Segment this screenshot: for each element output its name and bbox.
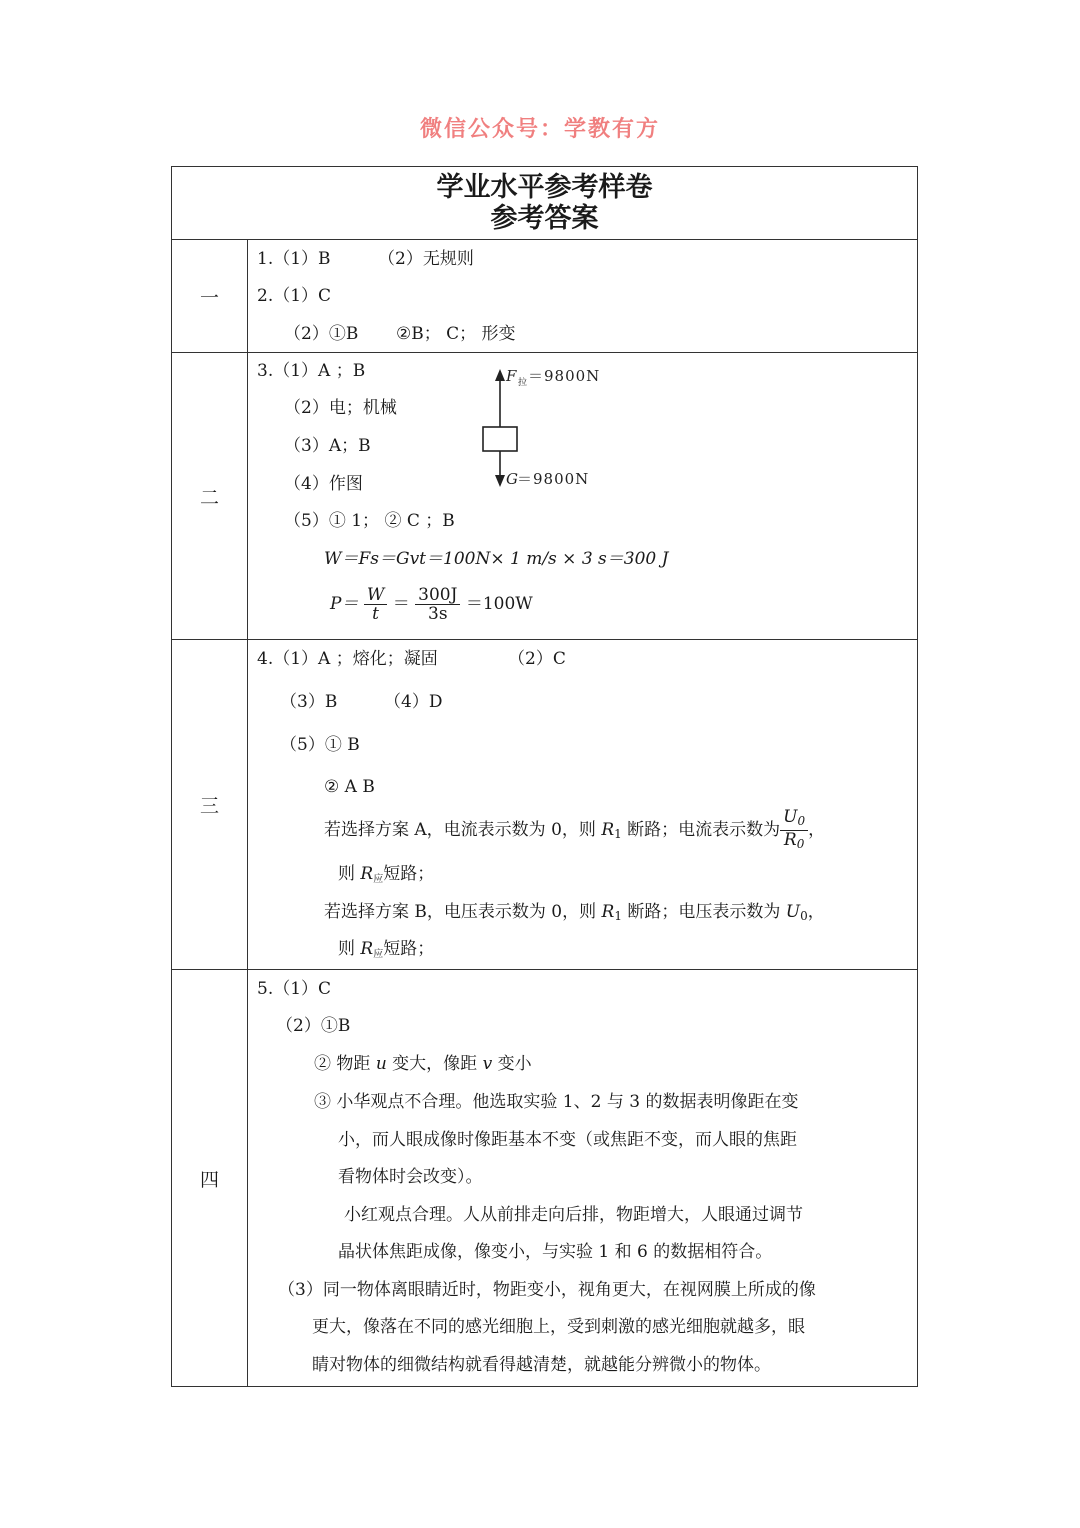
text-span: 短路； bbox=[383, 864, 435, 884]
section-label-4: 四 bbox=[172, 970, 248, 1387]
answer-line: （4）作图 bbox=[284, 474, 363, 494]
answer-line: （3）B bbox=[280, 692, 338, 712]
answer-line: ②B； C； 形变 bbox=[396, 324, 516, 344]
answer-line: 更大，像落在不同的感光细胞上，受到刺激的感光细胞就越多，眼 bbox=[312, 1317, 805, 1337]
answer-table bbox=[171, 166, 918, 1387]
answer-line: 睛对物体的细微结构就看得越清楚，就越能分辨微小的物体。 bbox=[312, 1355, 771, 1375]
answer-line: 5.（1）C bbox=[257, 979, 332, 999]
title-row bbox=[172, 167, 918, 240]
section-label-2: 二 bbox=[172, 353, 248, 640]
tension-value: ＝9800N bbox=[528, 367, 601, 385]
answer-line: ③ 小华观点不合理。他选取实验 1、2 与 3 的数据表明像距在变 bbox=[314, 1092, 799, 1112]
voltage-symbol: U bbox=[783, 807, 798, 827]
section-row-2 bbox=[172, 353, 918, 640]
tension-symbol: F bbox=[506, 367, 517, 385]
resistor-symbol: R bbox=[360, 864, 374, 884]
subscript: 应 bbox=[373, 949, 384, 960]
answer-line: 4.（1）A ；熔化；凝固 bbox=[257, 649, 438, 669]
answer-line: （2）C bbox=[508, 649, 566, 669]
text-span: 短路； bbox=[383, 939, 435, 959]
force-diagram bbox=[476, 367, 616, 495]
section-content-1 bbox=[248, 240, 918, 353]
answer-line bbox=[314, 1053, 532, 1075]
watermark: 微信公众号：学教有方 bbox=[419, 116, 660, 142]
subscript: 0 bbox=[797, 814, 806, 828]
fraction-denominator: 3s bbox=[428, 604, 448, 624]
gravity-value: ＝9800N bbox=[517, 470, 590, 488]
answer-line: （2）无规则 bbox=[378, 249, 474, 269]
answer-line: ② A B bbox=[324, 777, 375, 797]
text-span: 变小 bbox=[492, 1054, 532, 1074]
power-symbol: P＝ bbox=[330, 594, 359, 614]
document-subtitle: 参考答案 bbox=[490, 203, 599, 234]
explanation-line bbox=[324, 901, 825, 927]
section-content-2 bbox=[248, 353, 918, 640]
title-cell bbox=[172, 167, 918, 240]
gravity-arrowhead bbox=[495, 475, 505, 487]
answer-line: （5）① B bbox=[280, 735, 360, 755]
section-label-1: 一 bbox=[172, 240, 248, 353]
answer-line: （3）同一物体离眼睛近时，物距变小，视角更大，在视网膜上所成的像 bbox=[278, 1280, 816, 1300]
answer-line: 小红观点合理。人从前排走向后排，物距增大，人眼通过调节 bbox=[344, 1205, 803, 1225]
fraction-denominator: t bbox=[372, 604, 380, 624]
answer-line: 2.（1）C bbox=[257, 286, 332, 306]
resistor-symbol: R bbox=[360, 939, 374, 959]
section-label-3: 三 bbox=[172, 640, 248, 970]
image-distance-symbol: v bbox=[482, 1054, 493, 1074]
tension-subscript: 拉 bbox=[518, 378, 528, 388]
text-span: 断路；电流表示数为 bbox=[621, 820, 781, 840]
answer-line: （2）电；机械 bbox=[284, 398, 397, 418]
resistor-symbol: R bbox=[601, 902, 615, 922]
subscript: 0 bbox=[800, 909, 808, 923]
subscript: 0 bbox=[796, 837, 805, 851]
fraction-denominator bbox=[780, 831, 808, 853]
fraction-numerator: 300J bbox=[415, 586, 460, 605]
subscript: 1 bbox=[614, 909, 622, 923]
fraction-w-over-t bbox=[364, 586, 387, 623]
explanation-line bbox=[338, 863, 434, 891]
text-span: 断路；电压表示数为 bbox=[621, 902, 786, 922]
document-title: 学业水平参考样卷 bbox=[436, 172, 653, 203]
subscript: 1 bbox=[614, 827, 622, 841]
voltage-symbol: U bbox=[785, 902, 801, 922]
resistor-symbol: R bbox=[783, 830, 797, 850]
fraction-u0-over-r0 bbox=[780, 808, 808, 853]
answer-line: （2）①B bbox=[276, 1016, 351, 1036]
section-content-4 bbox=[248, 970, 918, 1387]
text-span: ， bbox=[807, 902, 825, 922]
section-row-1 bbox=[172, 240, 918, 353]
explanation-line bbox=[338, 938, 434, 966]
object-box bbox=[483, 427, 517, 451]
text-span: 若选择方案 B，电压表示数为 0，则 bbox=[324, 902, 602, 922]
text-span: 则 bbox=[338, 939, 361, 959]
gravity-symbol: G bbox=[506, 470, 518, 488]
answer-line: （5）① 1； ② C ；B bbox=[284, 511, 455, 531]
answer-line: 看物体时会改变）。 bbox=[338, 1167, 483, 1187]
answer-line: 晶状体焦距成像，像变小，与实验 1 和 6 的数据相符合。 bbox=[338, 1242, 773, 1262]
section-content-3 bbox=[248, 640, 918, 970]
fraction-values bbox=[415, 586, 460, 623]
text-span: ② 物距 bbox=[314, 1054, 376, 1074]
equals-sign: ＝ bbox=[392, 594, 410, 614]
answer-line: 小，而人眼成像时像距基本不变（或焦距不变，而人眼的焦距 bbox=[338, 1130, 797, 1150]
answer-line: （2）①B bbox=[284, 324, 359, 344]
answer-line: （4）D bbox=[384, 692, 443, 712]
power-equation bbox=[330, 584, 533, 624]
text-span: 若选择方案 A，电流表示数为 0，则 bbox=[324, 820, 602, 840]
object-distance-symbol: u bbox=[375, 1054, 387, 1074]
answer-line: 3.（1）A ；B bbox=[257, 361, 366, 381]
text-span: 则 bbox=[338, 864, 361, 884]
section-row-4 bbox=[172, 970, 918, 1387]
answer-line: （3）A；B bbox=[284, 436, 371, 456]
text-span: ， bbox=[808, 820, 826, 840]
tension-arrowhead bbox=[495, 369, 505, 381]
explanation-line bbox=[324, 808, 825, 854]
fraction-numerator: W bbox=[364, 586, 387, 605]
power-result: ＝100W bbox=[465, 594, 533, 614]
answer-line: 1.（1）B bbox=[257, 249, 331, 269]
fraction-numerator bbox=[780, 808, 808, 831]
work-equation: W＝Fs＝Gvt＝100N× 1 m/s × 3 s＝300 J bbox=[324, 549, 669, 569]
subscript: 应 bbox=[373, 874, 384, 885]
section-row-3 bbox=[172, 640, 918, 970]
resistor-symbol: R bbox=[601, 820, 615, 840]
text-span: 变大，像距 bbox=[386, 1054, 483, 1074]
